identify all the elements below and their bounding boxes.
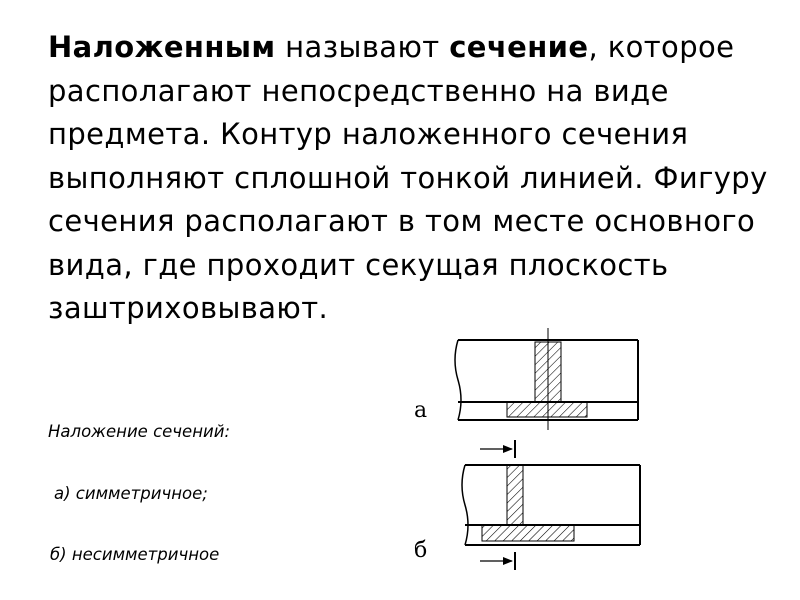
term-section: сечение — [449, 30, 589, 64]
caption-b: б) несимметричное — [50, 545, 220, 564]
figure-b-asymmetric — [462, 440, 640, 570]
main-paragraph: Наложенным называют сечение, которое располагают непосредственно на виде предмета. Контур наложенного сечения выполняют сплошной тонкой линией. Фигуру сечения располагают в том месте основного вида, где проходит секущая плоскость заштриховывают. — [48, 30, 768, 325]
term-overlay: Наложенным — [48, 30, 276, 64]
figure-a-symmetric — [455, 328, 638, 430]
caption-title: Наложение сечений: — [48, 422, 230, 441]
figure-b-label: б — [414, 538, 428, 563]
figure-a-label: а — [414, 398, 428, 423]
caption-a: а) симметричное; — [54, 484, 208, 503]
